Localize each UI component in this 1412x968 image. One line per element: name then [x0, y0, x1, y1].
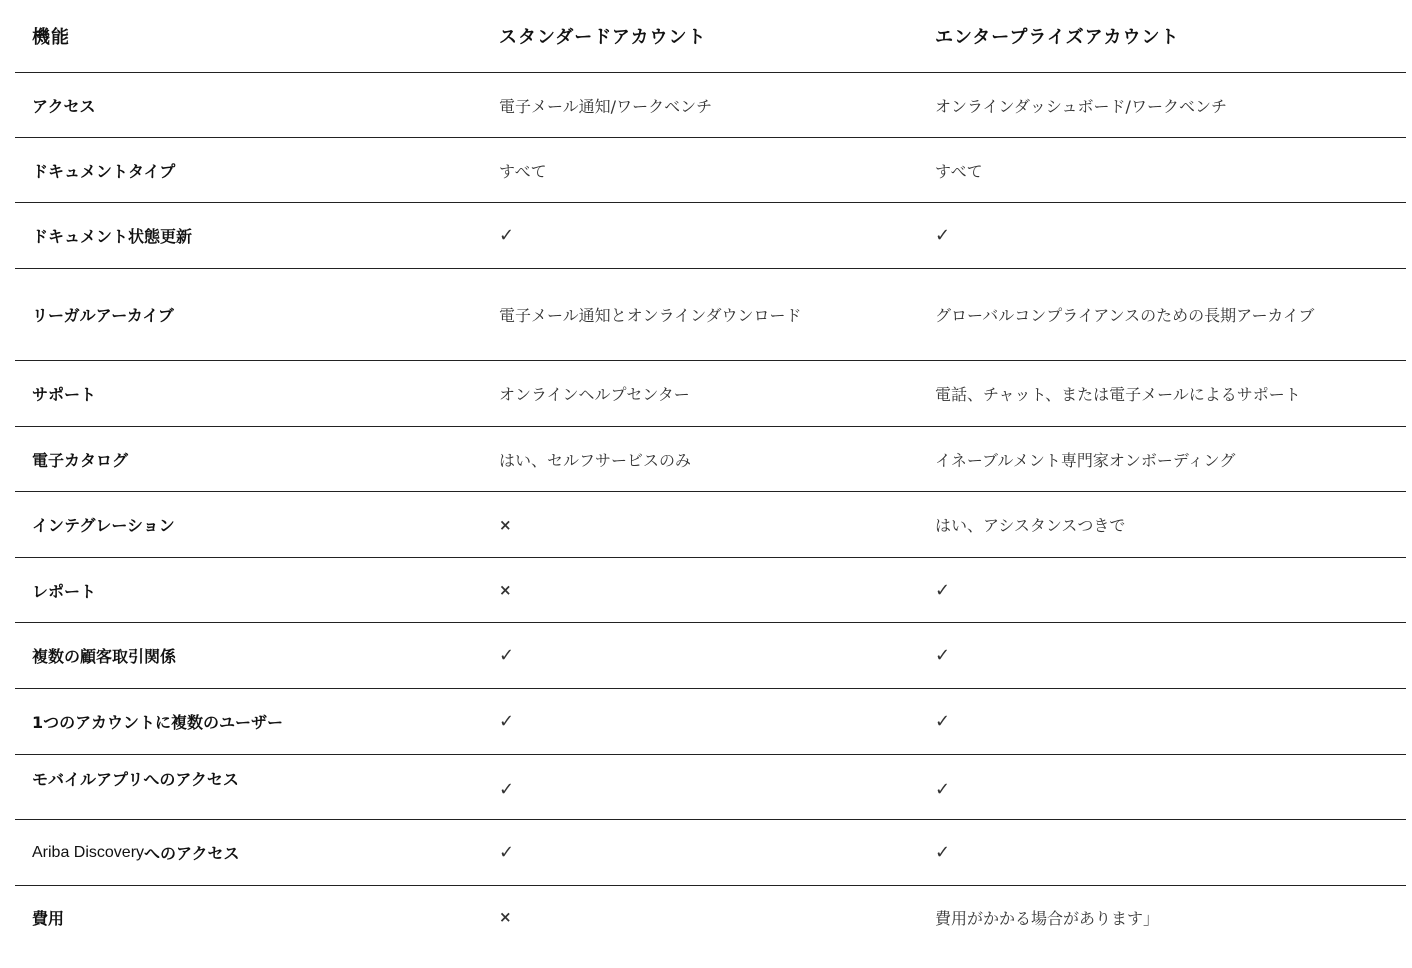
- row-feature: モバイルアプリへのアクセス: [32, 770, 239, 789]
- table-row: [15, 269, 1406, 361]
- cross-icon: ×: [499, 515, 512, 534]
- row-feature-latin: Ariba Discovery: [32, 843, 145, 861]
- row-enterprise: 費用がかかる場合があります」: [935, 908, 1160, 928]
- row-enterprise: イネーブルメント専門家オンボーディング: [935, 450, 1236, 470]
- check-icon: ✓: [935, 779, 951, 800]
- header-feature: 機能: [32, 27, 70, 48]
- check-icon: ✓: [499, 711, 515, 732]
- row-feature: リーガルアーカイブ: [32, 306, 174, 325]
- check-icon: ✓: [935, 645, 951, 666]
- check-icon: ✓: [499, 842, 515, 863]
- cross-icon: ×: [499, 581, 512, 599]
- row-enterprise: 電話、チャット、または電子メールによるサポート: [935, 385, 1301, 404]
- check-icon: ✓: [499, 225, 515, 246]
- header-standard: スタンダードアカウント: [499, 27, 707, 48]
- table-row: [15, 427, 1406, 492]
- check-icon: ✓: [935, 579, 951, 601]
- table-row: [15, 623, 1406, 689]
- row-feature: インテグレーション: [32, 516, 175, 535]
- comparison-table: [15, 0, 1406, 948]
- row-feature: 電子カタログ: [32, 450, 129, 470]
- table-header-row: [15, 0, 1406, 73]
- cross-icon: ×: [499, 908, 512, 926]
- row-standard: オンラインヘルプセンター: [499, 385, 690, 404]
- table-row: [15, 73, 1406, 138]
- row-enterprise: グローバルコンプライアンスのための長期アーカイブ: [935, 306, 1315, 325]
- table-row: [15, 361, 1406, 427]
- table-row: [15, 886, 1406, 948]
- table-row: [15, 755, 1406, 820]
- check-icon: ✓: [499, 779, 515, 800]
- row-feature: ドキュメントタイプ: [32, 161, 176, 181]
- row-feature: レポート: [32, 581, 97, 601]
- check-icon: ✓: [935, 711, 951, 732]
- check-icon: ✓: [935, 842, 951, 863]
- row-enterprise: はい、アシスタンスつきで: [935, 516, 1126, 535]
- check-icon: ✓: [935, 225, 951, 246]
- header-enterprise: エンタープライズアカウント: [935, 27, 1180, 48]
- row-feature: 1つのアカウントに複数のユーザー: [32, 713, 283, 732]
- row-standard: はい、セルフサービスのみ: [499, 450, 692, 470]
- row-feature: 費用: [32, 908, 65, 928]
- row-standard: 電子メール通知とオンラインダウンロード: [499, 306, 802, 325]
- table-row: [15, 203, 1406, 269]
- row-feature: 複数の顧客取引関係: [32, 647, 177, 666]
- row-enterprise: すべて: [935, 161, 983, 181]
- row-feature-suffix: へのアクセス: [144, 844, 240, 863]
- row-enterprise: オンラインダッシュボード/ワークベンチ: [935, 96, 1227, 116]
- table-row: [15, 689, 1406, 755]
- table-row: [15, 820, 1406, 886]
- row-standard: 電子メール通知/ワークベンチ: [499, 96, 713, 116]
- table-row: [15, 558, 1406, 623]
- row-standard: すべて: [499, 161, 547, 181]
- row-feature: アクセス: [32, 96, 96, 116]
- check-icon: ✓: [499, 645, 515, 666]
- row-feature: ドキュメント状態更新: [32, 227, 193, 246]
- row-feature: [15, 820, 499, 885]
- table-row: [15, 492, 1406, 558]
- table-row: [15, 138, 1406, 203]
- row-feature: サポート: [32, 385, 97, 404]
